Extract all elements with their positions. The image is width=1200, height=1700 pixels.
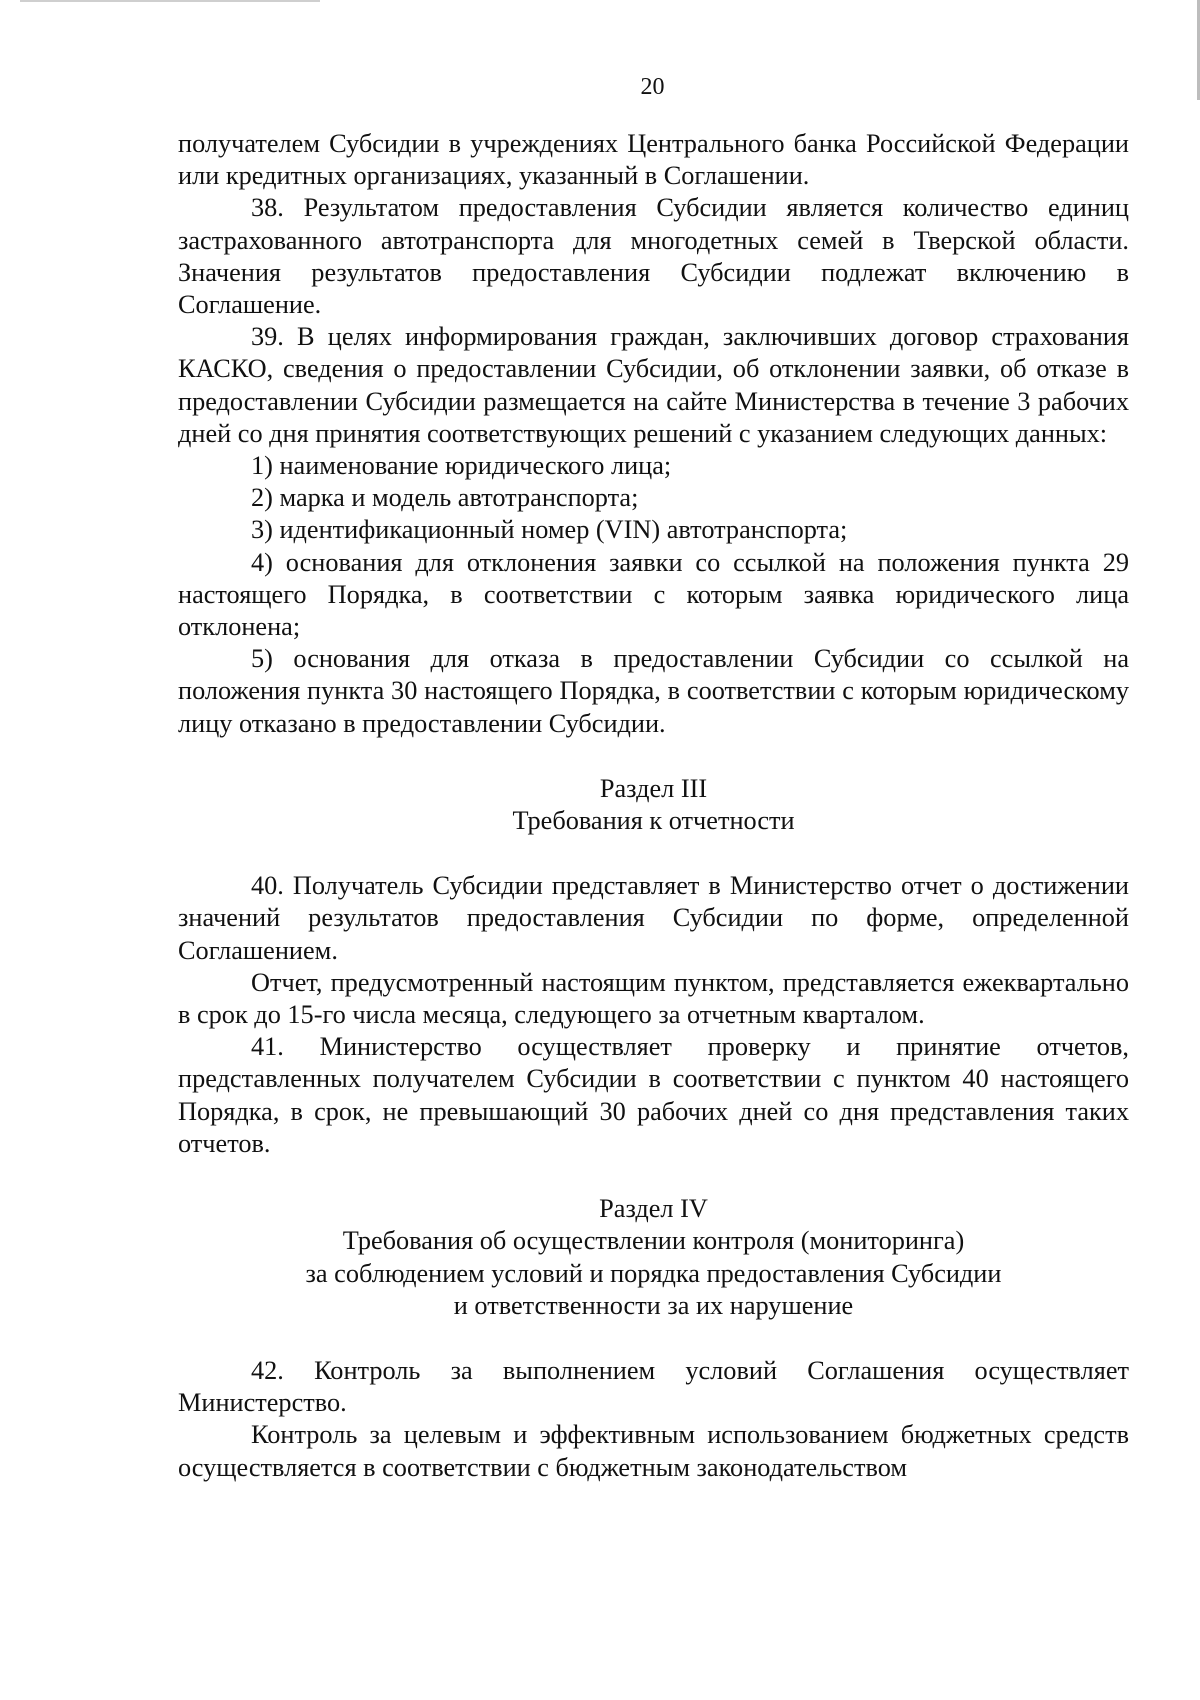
paragraph-40-report: Отчет, предусмотренный настоящим пунктом, представляется ежеквартально в срок до 15-го числа месяца, следующего за отчетным кварталом. [178, 967, 1129, 1030]
document-body [178, 128, 1129, 1484]
list-item-39-5: 5) основания для отказа в предоставлении Субсидии со ссылкой на положения пункта 30 настоящего Порядка, в соответствии с которым юридическому лицу отказано в предоставлении Субсидии. [178, 644, 1129, 738]
section-3-label: Раздел III [599, 773, 708, 803]
paragraph-continuation: получателем Субсидии в учреждениях Центрального банка Российской Федерации или кредитных организациях, указанный в Соглашении. [178, 129, 1129, 191]
paragraph-42: 42. Контроль за выполнением условий Соглашения осуществляет Министерство. [178, 1355, 1129, 1418]
paragraph-41: 41. Министерство осуществляет проверку и принятие отчетов, представленных получателем Субсидии в соответствии с пунктом 40 настоящего Порядка, в срок, не превышающий 30 рабочих дней со дня представления таких отчетов. [178, 1032, 1129, 1158]
paragraph-42-control: Контроль за целевым и эффективным использованием бюджетных средств осуществляется в соответствии с бюджетным законодательством [178, 1420, 1129, 1482]
list-item-39-1: 1) наименование юридического лица; [251, 451, 672, 481]
paragraph-38: 38. Результатом предоставления Субсидии является количество единиц застрахованного автотранспорта для многодетных семей в Тверской области. Значения результатов предоставления Субсидии подлежат включению в Соглашение. [178, 193, 1129, 320]
section-4-title-line-3: и ответственности за их нарушение [453, 1290, 854, 1320]
section-4-label: Раздел IV [599, 1194, 708, 1224]
list-item-39-3: 3) идентификационный номер (VIN) автотранспорта; [251, 515, 848, 545]
list-item-39-4: 4) основания для отклонения заявки со ссылкой на положения пункта 29 настоящего Порядка, в соответствии с которым заявка юридического лица отклонена; [178, 547, 1129, 642]
paragraph-40: 40. Получатель Субсидии представляет в Министерство отчет о достижении значений результатов предоставления Субсидии по форме, определенной Соглашением. [178, 871, 1129, 965]
section-3-title: Требования к отчетности [512, 806, 795, 836]
list-item-39-2: 2) марка и модель автотранспорта; [251, 483, 639, 513]
scan-edge-mark [20, 0, 320, 2]
section-4-title-line-2: за соблюдением условий и порядка предоставления Субсидии [305, 1258, 1002, 1288]
page-number: 20 [640, 74, 665, 100]
paragraph-39: 39. В целях информирования граждан, заключивших договор страхования КАСКО, сведения о предоставлении Субсидии, об отклонении заявки, об отказе в предоставлении Субсидии размещается на сайте Министерства в течение 3 рабочих дней со дня принятия соответствующих решений с указанием следующих данных: [178, 322, 1129, 448]
section-4-title-line-1: Требования об осуществлении контроля (мониторинга) [342, 1226, 965, 1256]
